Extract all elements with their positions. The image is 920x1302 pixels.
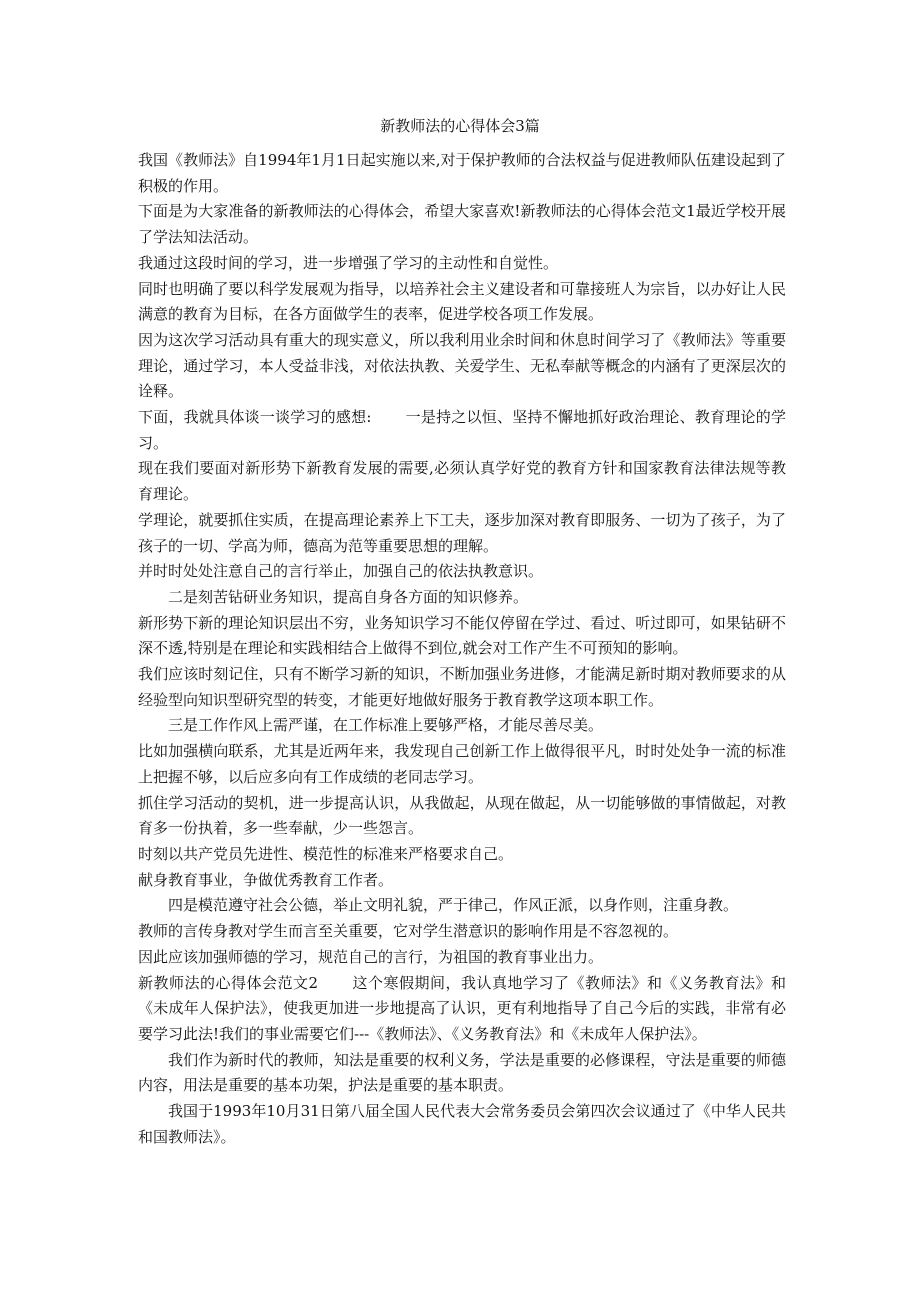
document-title: 新教师法的心得体会3篇 <box>380 117 540 135</box>
paragraph-text: 比如加强横向联系，尤其是近两年来，我发现自己创新工作上做得很平凡，时时处处争一流的标准上把握不够，以后应多向有工作成绩的老同志学习。 <box>138 742 786 786</box>
paragraph-text-continued: 一是持之以恒、坚持不懈地抓好政治理论、教育理论的学习。 <box>138 408 786 452</box>
paragraph-text: 学理论，就要抓住实质，在提高理论素养上下工夫，逐步加深对教育即服务、一切为了孩子，为了孩子的一切、学高为师，德高为范等重要思想的理解。 <box>138 510 786 555</box>
paragraph-text: 我国于1993年10月31日第八届全国人民代表大会常务委员会第四次会议通过了《中华人民共和国教师法》。 <box>138 1102 786 1146</box>
paragraph-text: 新形势下新的理论知识层出不穷，业务知识学习不能仅停留在学过、看过、听过即可，如果钻研不深不透,特别是在理论和实践相结合上做得不到位,就会对工作产生不可预知的影响。 <box>138 613 786 658</box>
paragraph <box>138 251 786 277</box>
paragraph-text-continued: 这个寒假期间，我认真地学习了《教师法》和《义务教育法》和《未成年人保护法》，使我更加进一步地提高了认识，更有利地指导了自己今后的实践，非常有必要学习此法!我们的事业需要它们---《教师法》、《义务教育法》和《未成年人保护法》。 <box>138 973 786 1043</box>
paragraph-text: 新教师法的心得体会范文2 <box>138 973 319 992</box>
paragraph-text: 我们应该时刻记住，只有不断学习新的知识，不断加强业务进修，才能满足新时期对教师要求的从经验型向知识型研究型的转变，才能更好地做好服务于教育教学这项本职工作。 <box>138 665 786 709</box>
paragraph-text: 教师的言传身教对学生而言至关重要，它对学生潜意识的影响作用是不容忽视的。 <box>138 922 679 941</box>
paragraph-text: 现在我们要面对新形势下新教育发展的需要,必须认真学好党的教育方针和国家教育法律法规等教育理论。 <box>138 459 786 504</box>
paragraph-text: 因此应该加强师德的学习，规范自己的言行，为祖国的教育事业出力。 <box>138 947 604 966</box>
paragraph-text: 我们作为新时代的教师，知法是重要的权利义务，学法是重要的必修课程，守法是重要的师德内容，用法是重要的基本功架，护法是重要的基本职责。 <box>138 1050 786 1095</box>
paragraph <box>138 791 786 842</box>
paragraph <box>138 405 786 456</box>
paragraph <box>138 585 786 611</box>
paragraph <box>138 199 786 250</box>
paragraph <box>138 611 786 662</box>
paragraph-text: 四是模范遵守社会公德，举止文明礼貌，严于律己，作风正派，以身作则，注重身教。 <box>168 896 739 915</box>
paragraph <box>138 148 786 199</box>
paragraph <box>138 713 786 739</box>
paragraph <box>138 893 786 919</box>
paragraph <box>138 277 786 328</box>
paragraph-text: 因为这次学习活动具有重大的现实意义，所以我利用业余时间和休息时间学习了《教师法》等重要理论，通过学习，本人受益非浅，对依法执教、关爱学生、无私奉献等概念的内涵有了更深层次的诠释。 <box>138 330 786 401</box>
paragraph-text: 并时时处处注意自己的言行举止，加强自己的依法执教意识。 <box>138 562 544 581</box>
paragraph <box>138 328 786 405</box>
paragraph <box>138 456 786 507</box>
paragraph-text: 同时也明确了要以科学发展观为指导，以培养社会主义建设者和可靠接班人为宗旨，以办好让人民满意的教育为目标，在各方面做学生的表率，促进学校各项工作发展。 <box>138 279 786 324</box>
paragraph-text: 三是工作作风上需严谨，在工作标准上要够严格，才能尽善尽美。 <box>168 716 604 735</box>
paragraph-text: 下面，我就具体谈一谈学习的感想: <box>138 408 372 427</box>
paragraph <box>138 1048 786 1099</box>
paragraph-text: 时刻以共产党员先进性、模范性的标准来严格要求自己。 <box>138 844 514 863</box>
paragraph-text: 下面是为大家准备的新教师法的心得体会，希望大家喜欢!新教师法的心得体会范文1最近学校开展了学法知法活动。 <box>138 202 786 247</box>
paragraph <box>138 508 786 559</box>
paragraph <box>138 919 786 945</box>
paragraph <box>138 559 786 585</box>
paragraph <box>138 868 786 894</box>
paragraph-text: 我通过这段时间的学习，进一步增强了学习的主动性和自觉性。 <box>138 253 559 272</box>
paragraph-text: 抓住学习活动的契机，进一步提高认识，从我做起，从现在做起，从一切能够做的事情做起，对教育多一份执着，多一些奉献，少一些怨言。 <box>138 793 786 838</box>
paragraph-text: 我国《教师法》自1994年1月1日起实施以来,对于保护教师的合法权益与促进教师队伍建设起到了积极的作用。 <box>138 151 786 195</box>
paragraph-text: 二是刻苦钻研业务知识，提高自身各方面的知识修养。 <box>168 587 529 606</box>
paragraph <box>138 739 786 790</box>
paragraph <box>138 945 786 971</box>
paragraph <box>138 662 786 713</box>
document-body <box>138 148 786 1150</box>
paragraph <box>138 842 786 868</box>
paragraph-text: 献身教育事业，争做优秀教育工作者。 <box>138 870 394 889</box>
paragraph <box>138 971 786 1048</box>
paragraph <box>138 1099 786 1150</box>
